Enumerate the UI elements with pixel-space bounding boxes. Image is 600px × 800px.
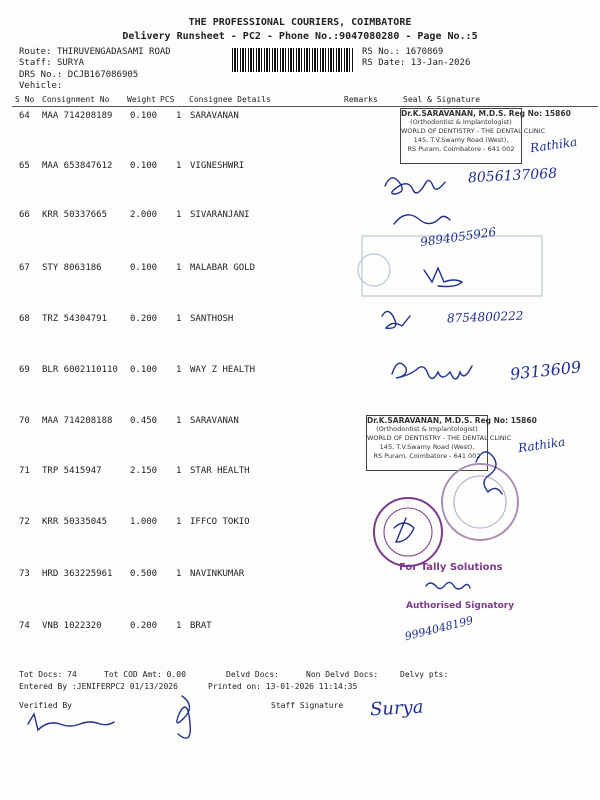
stamp-line: Dr.K.SARAVANAN, M.D.S. Reg No: 15860	[401, 109, 571, 118]
row-sno: 71	[19, 466, 30, 476]
vehicle-label: Vehicle:	[19, 81, 63, 91]
row-consignment: BLR 6002110110	[42, 365, 118, 375]
signature	[392, 363, 472, 379]
printed-on: Printed on: 13-01-2026 11:14:35	[208, 682, 358, 691]
row-sno: 74	[19, 621, 30, 631]
staff-label: Staff:	[19, 58, 52, 68]
row-weight: 0.450	[130, 416, 158, 426]
row-consignment: STY 8063186	[42, 263, 102, 273]
row-consignee: SANTHOSH	[190, 314, 234, 324]
row-sno: 72	[19, 517, 30, 527]
handwritten-phone: 9313609	[509, 357, 583, 384]
row-consignment: MAA 653847612	[42, 161, 113, 171]
row-consignee: VIGNESHWRI	[190, 161, 245, 171]
handwritten-phone: 9894055926	[419, 224, 497, 250]
row-sno: 68	[19, 314, 30, 324]
entered-by: Entered By :JENIFERPC2 01/13/2026	[19, 682, 178, 691]
signature	[426, 582, 470, 589]
delvy-pts: Delvy pts:	[400, 670, 449, 679]
tot-docs: Tot Docs: 74	[19, 670, 77, 679]
row-sno: 67	[19, 263, 30, 273]
row-consignee: STAR HEALTH	[190, 466, 250, 476]
signature	[476, 452, 502, 494]
row-sno: 66	[19, 210, 30, 220]
row-pcs: 1	[176, 621, 182, 631]
stamp-line: (Orthodontist & Implantologist)	[410, 118, 512, 126]
row-pcs: 1	[176, 416, 182, 426]
row-weight: 0.200	[130, 621, 158, 631]
company-name: THE PROFESSIONAL COURIERS, COIMBATORE	[188, 17, 412, 28]
signature	[382, 311, 410, 328]
row-weight: 0.100	[130, 263, 158, 273]
stamp-line: RS Puram, Coimbatore - 641 002	[407, 145, 515, 153]
row-consignee: NAVINKUMAR	[190, 569, 245, 579]
row-consignee: BRAT	[190, 621, 212, 631]
runsheet-title: Delivery Runsheet - PC2 - Phone No.:9047080280 - Page No.:5	[122, 31, 478, 42]
col-consignee: Consignee Details	[189, 95, 271, 104]
row-weight: 0.100	[130, 161, 158, 171]
row-consignment: VNB 1022320	[42, 621, 102, 631]
rs-no-value: 1670869	[405, 47, 444, 57]
drs-value: DCJB167086905	[67, 70, 139, 80]
row-pcs: 1	[176, 466, 182, 476]
signature	[424, 268, 462, 287]
signature	[177, 696, 190, 738]
handwritten-name: Rathika	[529, 134, 579, 156]
col-sno: S No	[15, 95, 35, 104]
row-consignee: SARAVANAN	[190, 416, 239, 426]
row-consignee: SIVARANJANI	[190, 210, 250, 220]
stamp-line: 145, T.V.Swamy Road (West),	[413, 136, 509, 144]
row-pcs: 1	[176, 161, 182, 171]
row-sno: 69	[19, 365, 30, 375]
stamp-line: (Orthodontist & Implantologist)	[376, 425, 478, 433]
row-pcs: 1	[176, 263, 182, 273]
delvd-docs: Delvd Docs:	[226, 670, 279, 679]
row-pcs: 1	[176, 365, 182, 375]
col-weight: Weight	[127, 95, 156, 104]
row-sno: 73	[19, 569, 30, 579]
staff-handwritten-signature: Surya	[369, 696, 424, 721]
handwritten-phone: 9994048199	[403, 613, 475, 644]
row-consignment: TRP 5415947	[42, 466, 102, 476]
col-pcs: PCS	[160, 95, 175, 104]
row-pcs: 1	[176, 569, 182, 579]
row-consignee: IFFCO TOKIO	[190, 517, 250, 527]
row-weight: 0.500	[130, 569, 158, 579]
row-consignment: MAA 714208189	[42, 111, 113, 121]
stamp-line: 145, T.V.Swamy Road (West),	[379, 443, 475, 451]
row-weight: 1.000	[130, 517, 158, 527]
row-sno: 70	[19, 416, 30, 426]
rs-date-value: 13-Jan-2026	[410, 58, 471, 68]
tally-stamp-authorised: Authorised Signatory	[406, 601, 515, 611]
row-sno: 64	[19, 111, 30, 121]
non-delvd-docs: Non Delvd Docs:	[306, 670, 379, 679]
col-remarks: Remarks	[344, 95, 378, 104]
signature	[28, 714, 114, 730]
row-weight: 0.100	[130, 111, 158, 121]
stamp-line: Dr.K.SARAVANAN, M.D.S. Reg No: 15860	[367, 416, 537, 425]
signature	[394, 215, 450, 224]
tally-stamp-title: For Tally Solutions	[399, 562, 503, 573]
row-consignee: MALABAR GOLD	[190, 263, 256, 273]
handwritten-phone: 8056137068	[467, 165, 558, 187]
row-consignment: KRR 50337665	[42, 210, 108, 220]
staff-signature-label: Staff Signature	[271, 701, 344, 710]
tot-cod-amt: Tot COD Amt: 0.00	[104, 670, 186, 679]
rs-no-label: RS No.:	[362, 47, 400, 57]
row-consignment: HRD 363225961	[42, 569, 113, 579]
row-pcs: 1	[176, 111, 182, 121]
route-value: THIRUVENGADASAMI ROAD	[56, 47, 171, 57]
row-weight: 2.000	[130, 210, 158, 220]
col-consignment: Consignment No	[42, 95, 110, 104]
row-consignee: SARAVANAN	[190, 111, 239, 121]
row-pcs: 1	[176, 210, 182, 220]
row-consignment: TRZ 54304791	[42, 314, 108, 324]
route-label: Route:	[19, 47, 52, 57]
stamp-line: RS Puram, Coimbatore - 641 002	[373, 452, 481, 460]
row-pcs: 1	[176, 517, 182, 527]
signature	[394, 518, 414, 542]
stamp-line: WORLD OF DENTISTRY - THE DENTAL CLINIC	[367, 434, 512, 442]
row-weight: 0.200	[130, 314, 158, 324]
drs-label: DRS No.:	[19, 70, 63, 80]
handwritten-phone: 8754800222	[446, 308, 524, 326]
col-seal-signature: Seal & Signature	[403, 95, 481, 104]
staff-value: SURYA	[56, 58, 85, 68]
row-pcs: 1	[176, 314, 182, 324]
row-weight: 2.150	[130, 466, 158, 476]
handwritten-name: Rathika	[517, 434, 567, 456]
row-consignment: MAA 714208188	[42, 416, 113, 426]
verified-by: Verified By	[19, 701, 72, 710]
row-consignment: KRR 50335045	[42, 517, 108, 527]
stamp-line: WORLD OF DENTISTRY - THE DENTAL CLINIC	[401, 127, 546, 135]
row-sno: 65	[19, 161, 30, 171]
rs-date-label: RS Date:	[362, 58, 406, 68]
row-consignee: WAY Z HEALTH	[190, 365, 256, 375]
row-weight: 0.100	[130, 365, 158, 375]
signature	[385, 178, 445, 194]
